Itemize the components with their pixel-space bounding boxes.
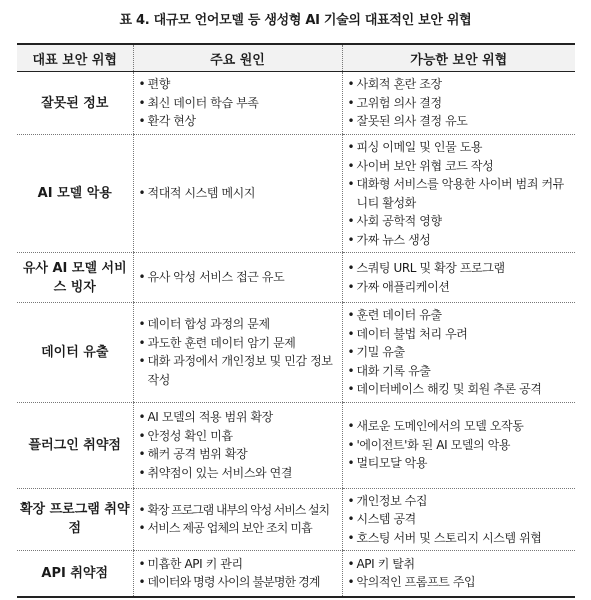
cause-item: • 데이터 합성 과정의 문제 bbox=[138, 315, 338, 334]
risk-item: • 호스팅 서버 및 스토리지 시스템 위협 bbox=[347, 529, 572, 548]
risk-item: • 훈련 데이터 유출 bbox=[347, 306, 572, 325]
table-row bbox=[17, 72, 575, 135]
cause-item: • 최신 데이터 학습 부족 bbox=[138, 94, 338, 113]
risk-item: • 피싱 이메일 및 인물 도용 bbox=[347, 138, 572, 157]
risks-cell bbox=[342, 402, 575, 488]
risk-item: • 대화형 서비스를 악용한 사이버 범죄 커뮤니티 활성화 bbox=[347, 175, 572, 212]
header-causes: 주요 원인 bbox=[133, 44, 342, 72]
cause-item: • 확장 프로그램 내부의 악성 서비스 설치 bbox=[138, 501, 338, 520]
cause-item: • 유사 악성 서비스 접근 유도 bbox=[138, 268, 338, 287]
risk-item: • '에이전트'화 된 AI 모델의 악용 bbox=[347, 436, 572, 455]
header-threat: 대표 보안 위협 bbox=[17, 44, 133, 72]
risk-item: • 사회적 혼란 조장 bbox=[347, 75, 572, 94]
table-caption: 표 4. 대규모 언어모델 등 생성형 AI 기술의 대표적인 보안 위협 bbox=[119, 13, 472, 28]
risk-item: • 사이버 보안 위협 코드 작성 bbox=[347, 157, 572, 176]
table-row bbox=[17, 253, 575, 303]
threat-cell: AI 모델 악용 bbox=[17, 135, 133, 253]
risk-item: • 악의적인 프롬프트 주입 bbox=[347, 573, 572, 592]
risk-item: • 새로운 도메인에서의 모델 오작동 bbox=[347, 417, 572, 436]
table-row bbox=[17, 551, 575, 597]
risk-item: • 데이터베이스 해킹 및 회원 추론 공격 bbox=[347, 380, 572, 399]
risks-cell bbox=[342, 135, 575, 253]
causes-cell bbox=[133, 253, 342, 303]
table-row bbox=[17, 135, 575, 253]
risks-cell bbox=[342, 72, 575, 135]
threat-cell: 잘못된 정보 bbox=[17, 72, 133, 135]
cause-item: • 취약점이 있는 서비스와 연결 bbox=[138, 464, 338, 483]
risk-item: • 고위험 의사 결정 bbox=[347, 94, 572, 113]
header-row bbox=[17, 44, 575, 72]
cause-item: • AI 모델의 적용 범위 확장 bbox=[138, 408, 338, 427]
threat-cell: API 취약점 bbox=[17, 551, 133, 597]
causes-cell bbox=[133, 303, 342, 403]
cause-item: • 적대적 시스템 메시지 bbox=[138, 184, 338, 203]
threat-cell: 데이터 유출 bbox=[17, 303, 133, 403]
risks-cell bbox=[342, 551, 575, 597]
table-row bbox=[17, 402, 575, 488]
cause-item: • 미흡한 API 키 관리 bbox=[138, 555, 338, 574]
causes-cell bbox=[133, 488, 342, 551]
threat-cell: 확장 프로그램 취약점 bbox=[17, 488, 133, 551]
risks-cell bbox=[342, 303, 575, 403]
risk-item: • API 키 탈취 bbox=[347, 555, 572, 574]
security-threats-table bbox=[17, 43, 575, 598]
cause-item: • 환각 현상 bbox=[138, 112, 338, 131]
risk-item: • 스쿼팅 URL 및 확장 프로그램 bbox=[347, 259, 572, 278]
risk-item: • 가짜 애플리케이션 bbox=[347, 278, 572, 297]
cause-item: • 편향 bbox=[138, 75, 338, 94]
table-row bbox=[17, 303, 575, 403]
risk-item: • 사회 공학적 영향 bbox=[347, 212, 572, 231]
risk-item: • 가짜 뉴스 생성 bbox=[347, 231, 572, 250]
risk-item: • 잘못된 의사 결정 유도 bbox=[347, 112, 572, 131]
risk-item: • 데이터 불법 처리 우려 bbox=[347, 325, 572, 344]
cause-item: • 서비스 제공 업체의 보안 조치 미흡 bbox=[138, 519, 338, 538]
risk-item: • 대화 기록 유출 bbox=[347, 362, 572, 381]
risk-item: • 시스템 공격 bbox=[347, 510, 572, 529]
cause-item: • 대화 과정에서 개인정보 및 민감 정보 작성 bbox=[138, 352, 338, 389]
threat-cell: 유사 AI 모델 서비스 빙자 bbox=[17, 253, 133, 303]
cause-item: • 데이터와 명령 사이의 불분명한 경계 bbox=[138, 573, 338, 592]
causes-cell bbox=[133, 135, 342, 253]
header-risks: 가능한 보안 위협 bbox=[342, 44, 575, 72]
causes-cell bbox=[133, 551, 342, 597]
cause-item: • 해커 공격 범위 확장 bbox=[138, 445, 338, 464]
risk-item: • 개인정보 수집 bbox=[347, 492, 572, 511]
cause-item: • 안정성 확인 미흡 bbox=[138, 427, 338, 446]
threat-cell: 플러그인 취약점 bbox=[17, 402, 133, 488]
risk-item: • 기밀 유출 bbox=[347, 343, 572, 362]
risks-cell bbox=[342, 253, 575, 303]
table-row bbox=[17, 488, 575, 551]
risk-item: • 멀티모달 악용 bbox=[347, 454, 572, 473]
cause-item: • 과도한 훈련 데이터 암기 문제 bbox=[138, 334, 338, 353]
risks-cell bbox=[342, 488, 575, 551]
causes-cell bbox=[133, 402, 342, 488]
causes-cell bbox=[133, 72, 342, 135]
